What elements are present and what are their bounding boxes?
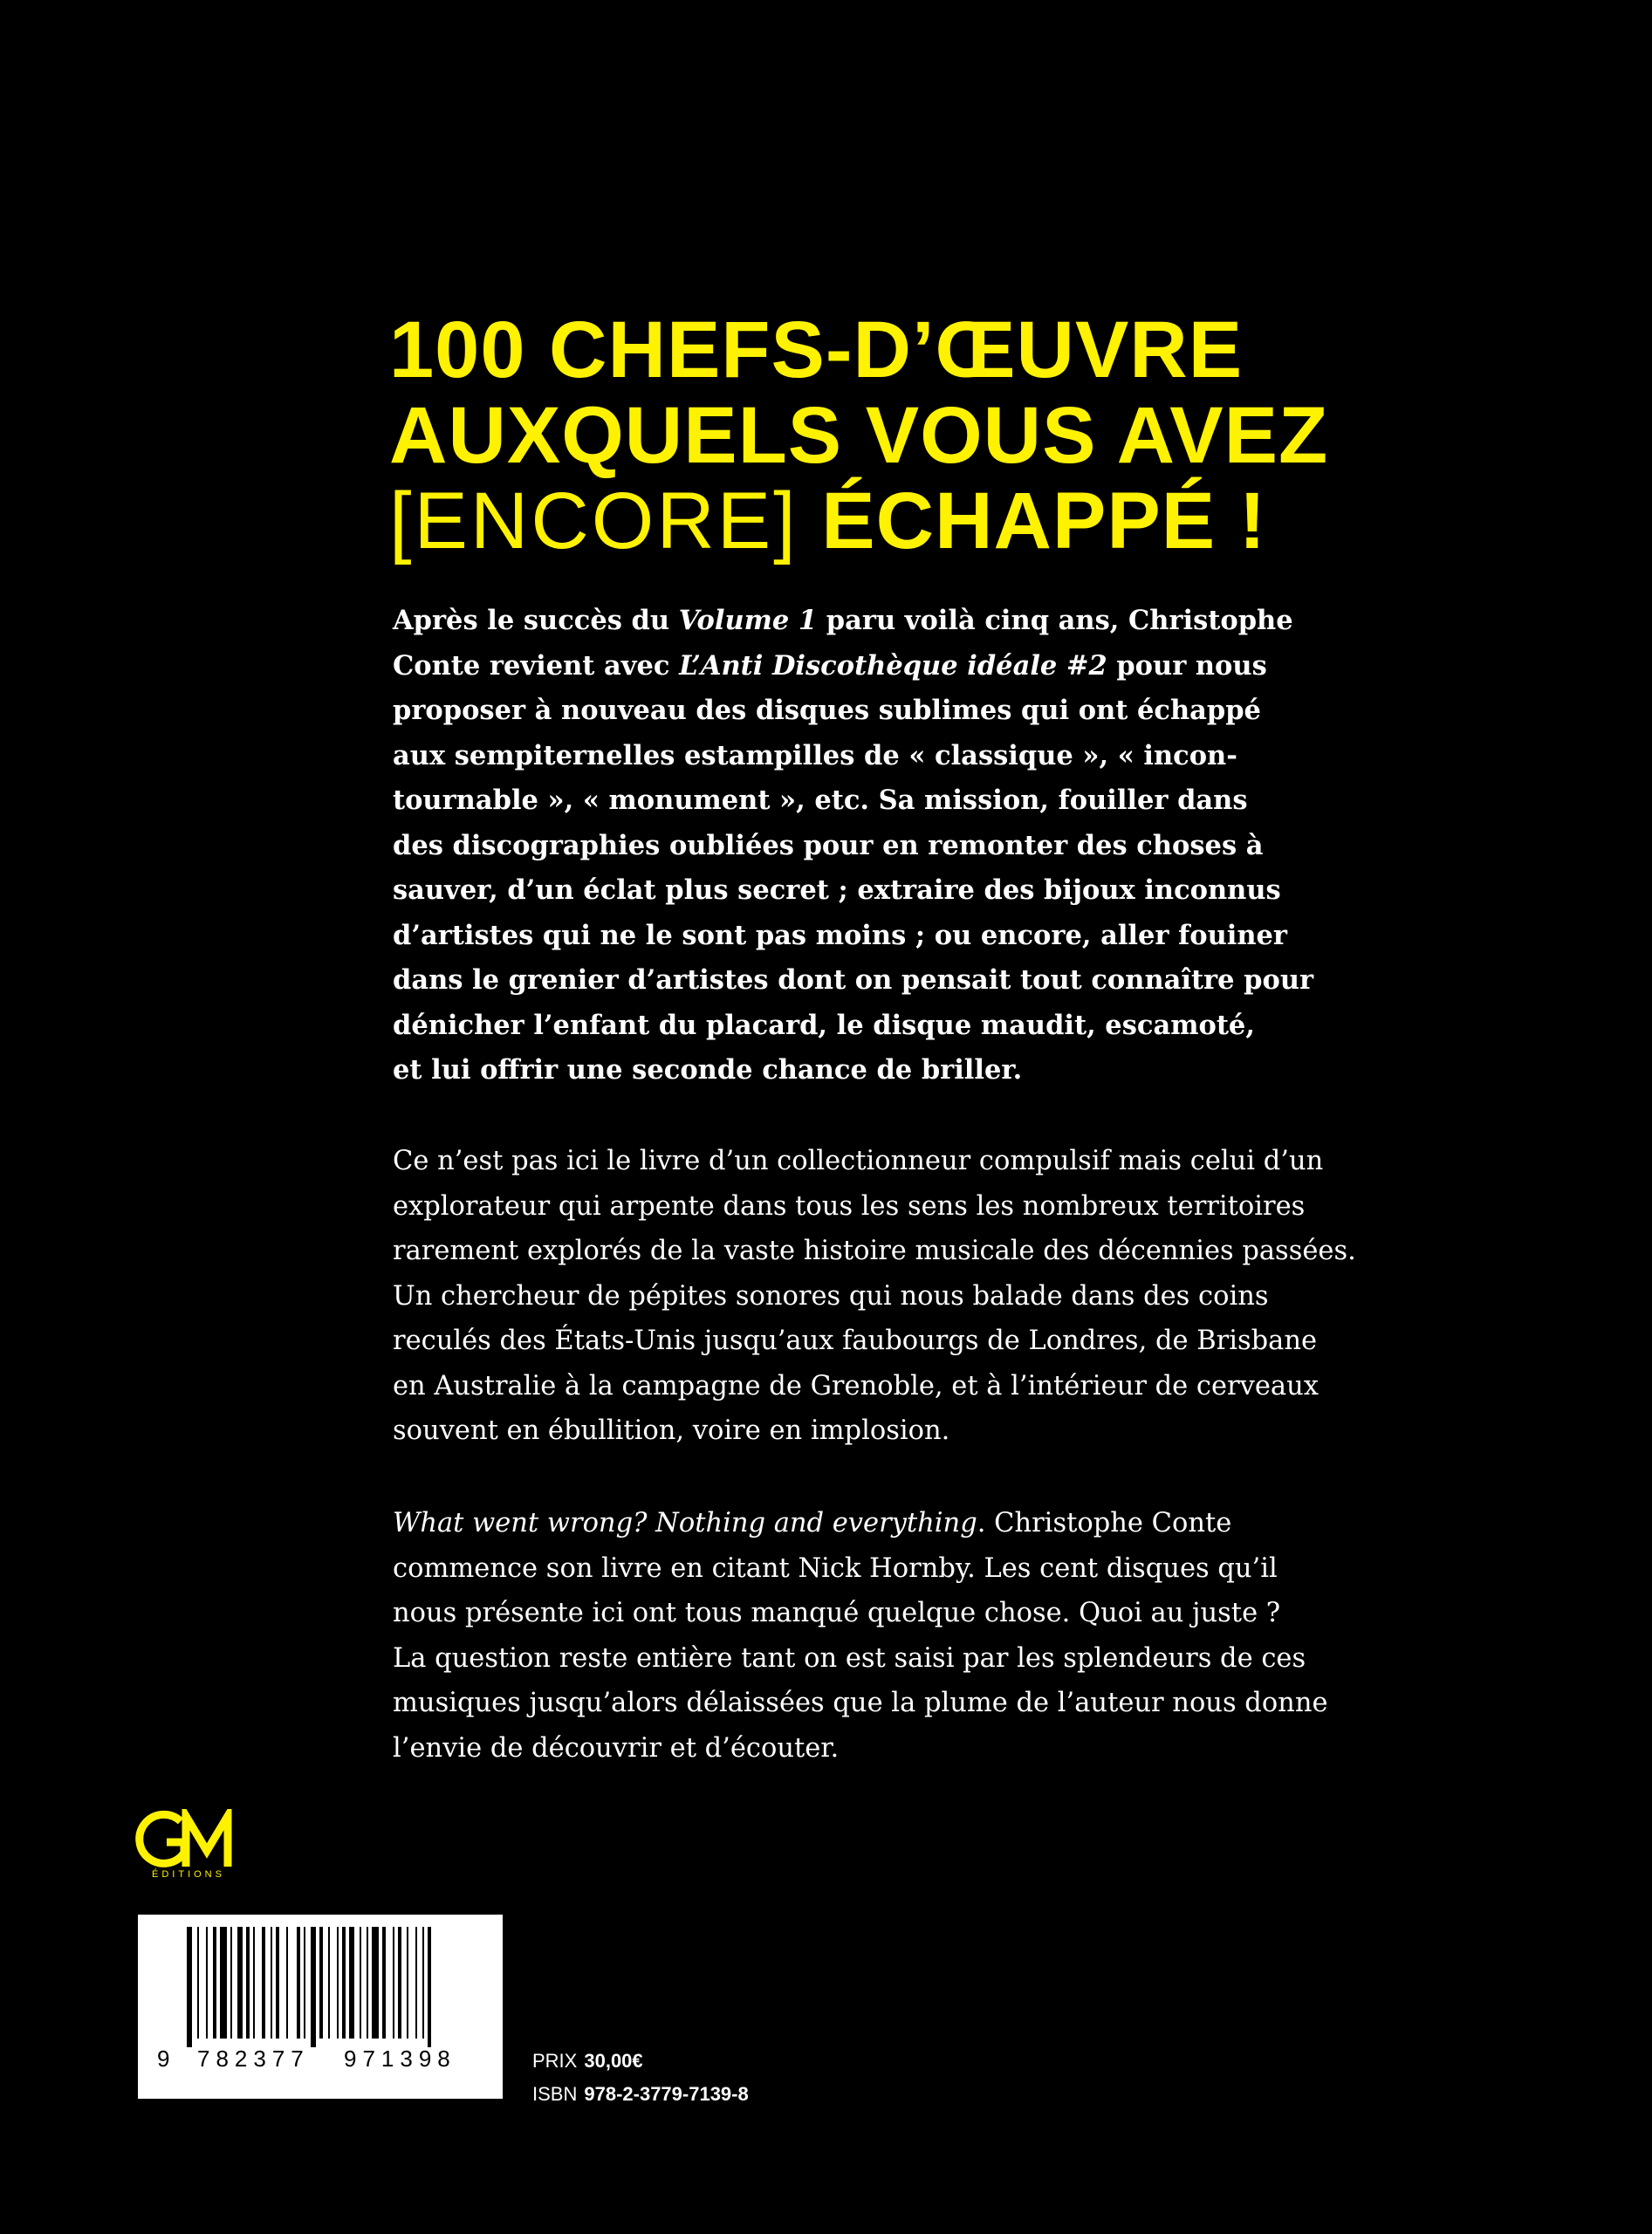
barcode-bar: [276, 1927, 279, 2039]
barcode-bar: [337, 1927, 339, 2039]
p1-text: Après le succès du: [393, 605, 679, 636]
p2-line: reculés des États-Unis jusqu’aux faubourgs de Londres, de Brisbane: [393, 1326, 1318, 1356]
p1-line: [393, 599, 1293, 644]
p1-line: et lui offrir une seconde chance de briller.: [393, 1054, 1023, 1086]
barcode-digits-right: 971398: [344, 2046, 456, 2072]
p1-text: pour nous: [1107, 649, 1267, 682]
barcode-digits-left: 782377: [197, 2046, 310, 2072]
barcode-bar: [382, 1927, 386, 2039]
p1-line: [393, 644, 1265, 689]
barcode-bar: [271, 1927, 272, 2039]
barcode-bar: [328, 1927, 330, 2039]
p1-line: proposer à nouveau des disques sublimes qui ont échappé: [393, 695, 1261, 726]
barcode-bar: [360, 1927, 361, 2039]
barcode-bar: [422, 1927, 424, 2039]
p1-line: dans le grenier d’artistes dont on pensait tout connaître pour: [393, 964, 1314, 996]
price-row: [532, 2045, 749, 2078]
p2-line: Un chercheur de pépites sonores qui nous balade dans des coins: [393, 1280, 1269, 1312]
barcode-bar: [407, 1927, 408, 2039]
barcode-bar: [349, 1927, 354, 2039]
p3-line: musiques jusqu’alors délaissées que la plume de l’auteur nous donne: [393, 1688, 1328, 1718]
isbn-row: [532, 2078, 749, 2111]
blurb-paragraph-1: [393, 599, 1314, 1093]
price-value: 30,00€: [584, 2050, 643, 2072]
isbn-value: 978-2-3779-7139-8: [584, 2083, 749, 2105]
headline: [389, 307, 1349, 564]
barcode-bar: [253, 1927, 255, 2039]
headline-line-3: [389, 478, 1349, 564]
barcode-bar: [398, 1927, 401, 2039]
barcode-bar: [187, 1927, 192, 2047]
barcode-bar: [262, 1927, 265, 2039]
p1-text: Conte revient avec: [393, 649, 680, 682]
p3-line: nous présente ici ont tous manqué quelque chose. Quoi au juste ?: [393, 1598, 1281, 1628]
p1-line: aux sempiternelles estampilles de « classique », « incon-: [393, 739, 1237, 771]
barcode-bar: [311, 1927, 316, 2047]
p3-line: La question reste entière tant on est saisi par les splendeurs de ces: [393, 1642, 1306, 1674]
barcode-bar: [297, 1927, 300, 2039]
p1-line: dénicher l’enfant du placard, le disque maudit, escamoté,: [393, 1009, 1255, 1041]
p3-line: commence son livre en citant Nick Hornby. Les cent disques qu’il: [393, 1552, 1278, 1584]
barcode-bar: [237, 1927, 243, 2039]
barcode-digit-prefix: 9: [157, 2046, 170, 2072]
logo-editions-label: ÉDITIONS: [152, 1869, 225, 1880]
p2-line: rarement explorés de la vaste histoire musicale des décennies passées.: [393, 1236, 1356, 1266]
barcode-bar: [246, 1927, 250, 2039]
p2-line: Ce n’est pas ici le livre d’un collectionneur compulsif mais celui d’un: [393, 1146, 1324, 1176]
p2-line: explorateur qui arpente dans tous les sens les nombreux territoires: [393, 1190, 1306, 1222]
barcode-bar: [213, 1927, 216, 2039]
blurb-paragraph-2: [393, 1139, 1356, 1454]
barcode-bar: [286, 1927, 288, 2039]
p1-line: tournable », « monument », etc. Sa mission, fouiller dans: [393, 785, 1248, 816]
barcode-bar: [304, 1927, 305, 2039]
barcode-bar: [220, 1927, 227, 2039]
barcode-bar: [372, 1927, 379, 2039]
barcode: [138, 1915, 503, 2099]
p3-line: l’envie de découvrir et d’écouter.: [393, 1732, 840, 1764]
headline-line-2: AUXQUELS VOUS AVEZ: [389, 391, 1329, 480]
barcode-bar: [230, 1927, 232, 2039]
headline-echappe: ÉCHAPPÉ !: [821, 476, 1267, 565]
p2-line: souvent en ébullition, voire en implosion.: [393, 1415, 950, 1446]
headline-line-1: 100 CHEFS-D’ŒUVRE: [389, 305, 1244, 394]
p3-quote: What went wrong? Nothing and everything: [393, 1508, 977, 1538]
barcode-bar: [415, 1927, 417, 2039]
barcode-bar: [393, 1927, 394, 2039]
price-label: PRIX: [532, 2050, 578, 2072]
p1-line: des discographies oubliées pour en remonter des choses à: [393, 829, 1264, 861]
price-isbn-block: [532, 2045, 749, 2111]
barcode-bar: [428, 1927, 431, 2047]
barcode-bar: [319, 1927, 323, 2039]
p1-line: sauver, d’un éclat plus secret ; extraire des bijoux inconnus: [393, 874, 1281, 906]
headline-encore: [ENCORE]: [389, 476, 799, 565]
blurb-paragraph-3: [393, 1501, 1328, 1771]
isbn-label: ISBN: [532, 2083, 578, 2105]
p1-title-book: L’Anti Discothèque idéale #2: [679, 649, 1107, 682]
p1-line: d’artistes qui ne le sont pas moins ; ou encore, aller fouiner: [393, 919, 1287, 951]
p3-line: [393, 1501, 1265, 1546]
p1-text: paru voilà cinq ans, Christophe: [817, 605, 1293, 636]
barcode-bar: [197, 1927, 199, 2039]
p3-text: . Christophe Conte: [977, 1508, 1232, 1538]
barcode-bar: [342, 1927, 346, 2039]
barcode-bar: [206, 1927, 208, 2039]
barcode-bar: [367, 1927, 368, 2039]
p2-line: en Australie à la campagne de Grenoble, et à l’intérieur de cerveaux: [393, 1370, 1319, 1401]
p1-title-volume: Volume 1: [678, 605, 818, 636]
